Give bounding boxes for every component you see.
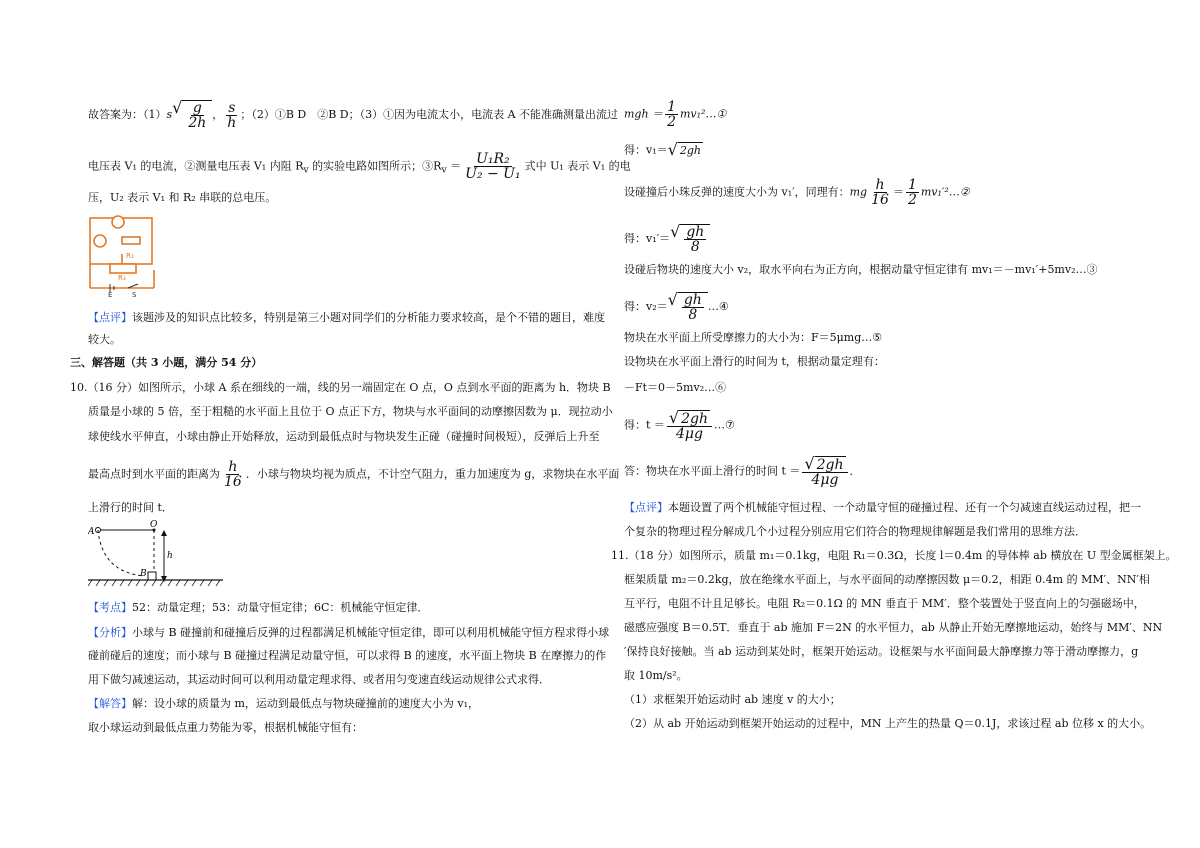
eq6-b: …④	[707, 300, 729, 313]
eq-7: 物块在水平面上所受摩擦力的大小为：F＝5μmg…⑤	[624, 331, 883, 344]
dianping-line-2: 个复杂的物理过程分解成几个小过程分别应用它们符合的物理规律解题是我们常用的思维方法．	[624, 525, 1086, 538]
comment-tag: 【点评】	[88, 311, 132, 324]
circuit-diagram	[88, 214, 160, 298]
eq11-den: 4μg	[811, 472, 839, 488]
kaodian-tag: 【考点】	[88, 601, 132, 614]
eq1-den: 2	[667, 114, 676, 130]
eq3-frac2	[906, 178, 919, 207]
answer-line-2	[88, 152, 631, 181]
eq11-num: 2gh	[816, 456, 844, 473]
q10-line-3: 球使线水平伸直，小球由静止开始释放，运动到最低点时与物块发生正碰（碰撞时间极短），反弹后上升至	[88, 430, 600, 443]
answer-prefix: 故答案为：（1）	[88, 108, 167, 121]
eq3-den: 16	[871, 192, 889, 208]
q11-line-3: 互平行，电阻不计且足够长。电阻 R₂＝0.1Ω 的 MN 垂直于 MM′．整个装置处于竖直向上的匀强磁场中，	[624, 597, 1145, 610]
frac-s-over-h	[225, 101, 238, 130]
frac-h16-den: 16	[224, 474, 242, 490]
line2-d: 式中 U₁ 表示 V₁ 的电	[524, 159, 631, 173]
sqrt-g-over-2h: √ $\frac{g}{2h}$	[172, 100, 212, 130]
eq2-sqrt: √ 2gh	[667, 140, 701, 159]
line2-c: ＝	[446, 159, 462, 173]
kaodian-line	[88, 600, 428, 616]
eq3-b: mv₁′²…②	[920, 185, 970, 199]
section-heading: 三、解答题（共 3 小题，满分 54 分）	[70, 356, 263, 369]
frac-rv-num: U₁R₂	[476, 151, 510, 167]
q10-line-2: 质量是小球的 5 倍，至于粗糙的水平面上且位于 O 点正下方，物块与水平面间的动摩擦因数为 μ．现拉动小	[88, 405, 613, 418]
answer-line-1	[88, 100, 618, 130]
eq10-den: 4μg	[675, 426, 703, 442]
eq-10	[624, 410, 735, 441]
eq-11	[624, 456, 861, 487]
dianping-tag: 【点评】	[624, 501, 668, 514]
eq6-label: 得：v₂＝	[624, 300, 668, 313]
q11-line-1: 11.（18 分）如图所示，质量 m₁＝0.1kg，电阻 R₁＝0.3Ω，长度 l＝0.4m 的导体棒 ab 横放在 U 型金属框架上。	[611, 549, 1177, 562]
fenxi-line-2: 碰前碰后的速度；而小球与 B 碰撞过程满足动量守恒，可以求得 B 的速度，水平面上物块 B 在摩擦力的作	[88, 649, 607, 662]
line2-sub-v2: v	[441, 164, 447, 176]
eq3-frac1	[869, 178, 891, 207]
frac-2h: 2h	[188, 115, 207, 131]
dianping-text-1: 本题设置了两个机械能守恒过程、一个动量守恒的碰撞过程、还有一个匀减速直线运动过程，把一	[668, 501, 1141, 514]
answer-rest: ；（2）①B D ②B D；（3）①因为电流太小，电流表 A 不能准确测量出流过	[240, 108, 619, 121]
eq4-num: gh	[686, 224, 705, 240]
answer-line-3: 压，U₂ 表示 V₁ 和 R₂ 串联的总电压。	[88, 191, 277, 204]
pendulum-diagram	[88, 520, 228, 592]
line2-b: 的实验电路如图所示；③R	[308, 159, 442, 173]
answer-comma: ，	[212, 108, 224, 121]
frac-rv-den: U₂ − U₁	[465, 166, 521, 182]
comment-line-1	[88, 310, 605, 326]
jieda-text-1: 解：设小球的质量为 m，运动到最低点与物块碰撞前的速度大小为 v₁，	[132, 697, 480, 710]
eq11-label: 答：物块在水平面上滑行的时间 t ＝	[624, 464, 801, 478]
circuit-label-s: S	[132, 291, 137, 298]
fenxi-line-3: 用下做匀减速运动，其运动时间可以利用动量定理求得、或者用匀变速直线运动规律公式求得．	[88, 673, 550, 686]
eq2-rad: 2gh	[679, 144, 701, 157]
circuit-label-r2: R₂	[126, 252, 134, 260]
circuit-label-e: E	[108, 291, 113, 298]
eq4-sqrt: √ $\frac{gh}{8}$	[670, 224, 710, 254]
q10-line-5: 上滑行的时间 t．	[88, 501, 173, 514]
eq3-eq: ＝	[892, 185, 904, 199]
q10-line-1: 10.（16 分）如图所示，小球 A 系在细线的一端，线的另一端固定在 O 点，O 点到水平面的距离为 h．物块 B	[70, 381, 611, 394]
eq10-b: …⑦	[714, 418, 735, 432]
fig-label-o: O	[150, 520, 158, 530]
frac-h16-num: h	[228, 459, 238, 475]
eq1-num: 1	[667, 99, 676, 115]
fig-label-h: h	[167, 551, 173, 561]
eq6-sqrt: √ $\frac{gh}{8}$	[668, 292, 708, 322]
fenxi-tag: 【分析】	[88, 626, 132, 639]
eq10-num: 2gh	[681, 410, 709, 427]
fenxi-text-1: 小球与 B 碰撞前和碰撞后反弹的过程都满足机械能守恒定律，即可以利用机械能守恒方程求得小球	[132, 626, 610, 639]
comment-text: 该题涉及的知识点比较多，特别是第三小题对同学们的分析能力要求较高，是个不错的题目，难度	[132, 311, 605, 324]
frac-rv	[463, 152, 522, 181]
eq6-num: gh	[683, 292, 702, 308]
line2-sub-v: v	[303, 164, 309, 176]
eq4-label: 得：v₁′＝	[624, 232, 671, 245]
frac-h-over-16	[222, 460, 244, 489]
jieda-line-2: 取小球运动到最低点重力势能为零，根据机械能守恒有：	[88, 721, 363, 734]
eq3-num: h	[875, 177, 885, 193]
eq3-a: 设碰撞后小珠反弹的速度大小为 v₁′，同理有：	[624, 185, 850, 199]
q10-4b: ．小球与物块均视为质点，不计空气阻力，重力加速度为 g，求物块在水平面	[245, 467, 620, 481]
comment-line-2: 较大。	[88, 333, 121, 346]
eq4-den: 8	[690, 239, 700, 255]
eq-9: －Ft＝0－5mv₂…⑥	[624, 381, 727, 394]
eq1-frac	[665, 100, 678, 129]
q11-line-2: 框架质量 m₂＝0.2kg，放在绝缘水平面上，与水平面间的动摩擦因数 μ＝0.2，相距 0.4m 的 MM′、NN′相	[624, 573, 1150, 586]
jieda-tag: 【解答】	[88, 697, 132, 710]
fenxi-line-1	[88, 625, 609, 641]
eq3-den2: 2	[907, 192, 917, 208]
frac-h: h	[227, 114, 237, 131]
eq10-frac: √ 2gh 4μg	[667, 410, 712, 441]
q10-line-4	[88, 460, 619, 489]
q11-line-5: ′保持良好接触。当 ab 运动到某处时，框架开始运动。设框架与水平面间最大静摩擦力等于滑动摩擦力，g	[624, 645, 1139, 658]
eq6-den: 8	[688, 307, 698, 323]
eq-4	[624, 224, 710, 254]
jieda-line-1	[88, 696, 479, 712]
eq-5: 设碰后物块的速度大小 v₂，取水平向右为正方向，根据动量守恒定律有 mv₁＝－mv₁′+5mv₂…③	[624, 263, 1098, 276]
frac-s: s	[228, 99, 236, 116]
q11-line-4: 磁感应强度 B＝0.5T．垂直于 ab 施加 F＝2N 的水平恒力，ab 从静止开始无摩擦地运动，始终与 MM′、NN	[624, 621, 1163, 634]
q11-part-2: （2）从 ab 开始运动到框架开始运动的过程中，MN 上产生的热量 Q＝0.1J，求该过程 ab 位移 x 的大小。	[624, 717, 1152, 730]
circuit-label-r3: R₃	[118, 274, 126, 282]
eq11-frac: √ 2gh 4μg	[802, 456, 847, 487]
eq1-b: mv₁²…①	[679, 107, 727, 121]
line2-a: 电压表 V₁ 的电流，②测量电压表 V₁ 内阻 R	[88, 159, 304, 173]
q10-4a: 最高点时到水平面的距离为	[88, 467, 220, 481]
eq3-mg: mg	[849, 185, 868, 199]
eq3-num2: 1	[907, 177, 917, 193]
eq11-b: ．	[849, 464, 861, 478]
kaodian-text: 52：动量定理；53：动量守恒定律；6C：机械能守恒定律．	[132, 601, 429, 614]
eq-6	[624, 292, 729, 322]
dianping-line-1	[624, 500, 1141, 516]
eq-8: 设物块在水平面上滑行的时间为 t，根据动量定理有：	[624, 355, 885, 368]
eq1-a: mgh ＝	[624, 107, 664, 121]
eq-3	[624, 178, 970, 207]
eq-2	[624, 142, 703, 159]
eq10-label: 得：t ＝	[624, 418, 665, 432]
q11-part-1: （1）求框架开始运动时 ab 速度 v 的大小；	[624, 693, 841, 706]
eq2-label: 得：v₁＝	[624, 143, 668, 157]
q11-line-6: 取 10m/s²。	[624, 669, 688, 682]
answer-s: s	[166, 108, 173, 121]
fig-label-a: A	[88, 527, 95, 537]
eq-1	[624, 100, 726, 129]
frac-g: g	[192, 100, 202, 116]
fig-label-b: B	[140, 569, 147, 579]
